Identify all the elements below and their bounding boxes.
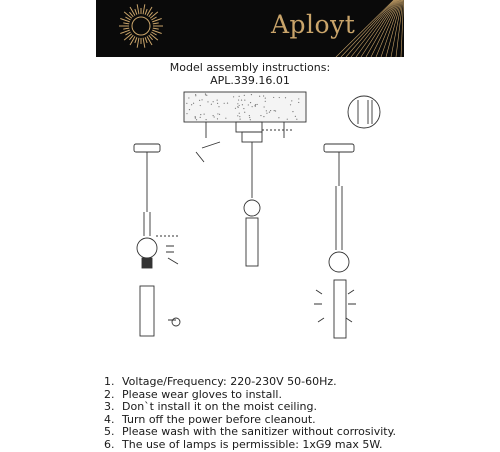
assembly-diagram xyxy=(96,86,404,372)
center-sphere xyxy=(244,200,260,216)
right-canopy xyxy=(324,144,354,152)
sunburst-decoration xyxy=(96,0,404,57)
light-rays xyxy=(314,290,356,322)
safety-instructions xyxy=(104,376,396,452)
document-title: Model assembly instructions: xyxy=(169,61,331,74)
brand-name: Aployt xyxy=(271,10,356,39)
right-sphere xyxy=(329,252,349,272)
screwdriver-icon xyxy=(196,142,220,162)
model-number: APL.339.16.01 xyxy=(210,74,290,87)
left-tube xyxy=(140,286,154,336)
ceiling-slab xyxy=(184,92,306,122)
left-canopy xyxy=(134,144,160,152)
brand-banner xyxy=(96,0,404,57)
step-4-icon xyxy=(172,318,180,326)
step-arrows xyxy=(166,246,178,320)
mounting-bar xyxy=(236,122,262,132)
instruction-item: 4. Turn off the power before cleanout. xyxy=(104,412,316,426)
sun-logo-icon xyxy=(132,17,150,35)
right-tube xyxy=(334,280,346,338)
instruction-item: 2. Please wear gloves to install. xyxy=(104,387,282,401)
instruction-item: 3. Don`t install it on the moist ceiling. xyxy=(104,400,317,414)
left-sphere xyxy=(137,238,157,258)
g9-socket xyxy=(142,258,152,268)
center-tube xyxy=(246,218,258,266)
detail-view xyxy=(348,96,380,128)
instruction-item: 6. The use of lamps is permissible: 1xG9 max 5W. xyxy=(104,437,383,451)
document-header xyxy=(0,61,500,87)
instruction-item: 5. Please wash with the sanitizer without corrosivity. xyxy=(104,425,397,439)
canopy-center xyxy=(242,132,262,142)
instruction-item: 1. Voltage/Frequency: 220-230V 50-60Hz. xyxy=(104,375,337,388)
